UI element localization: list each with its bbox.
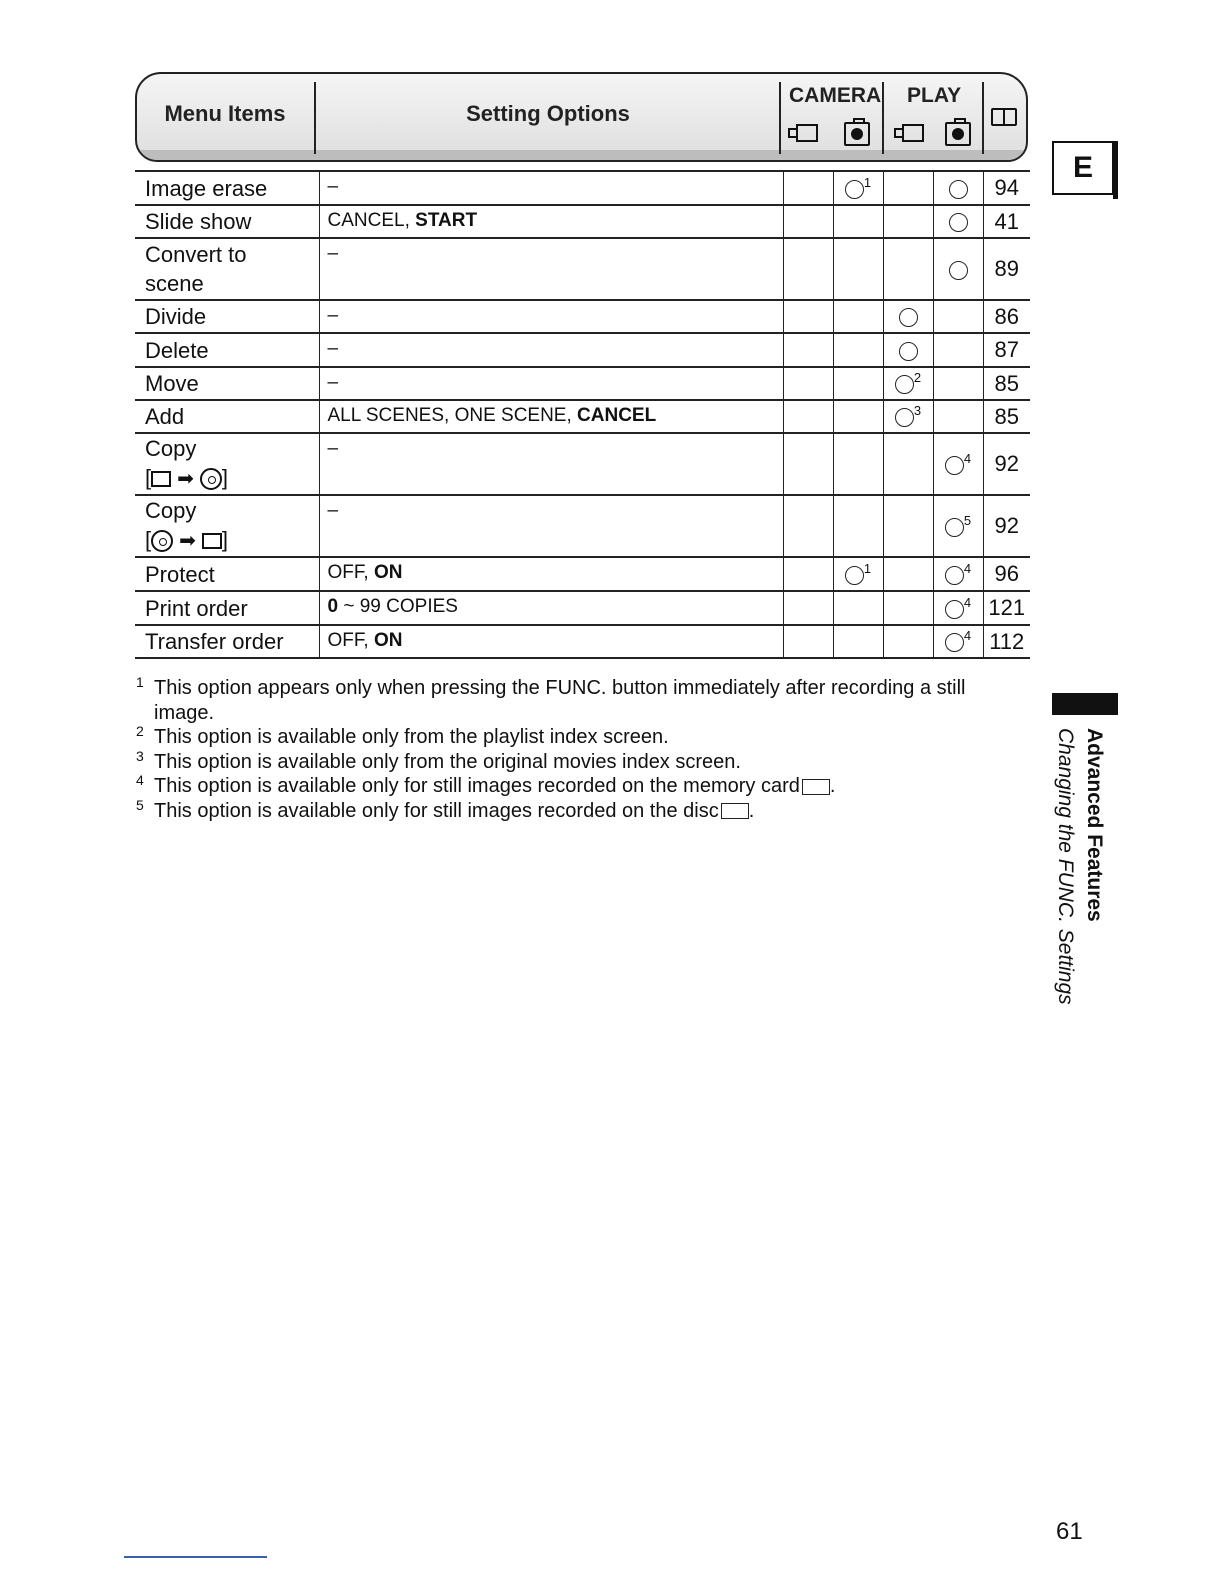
table-row xyxy=(135,591,1030,625)
card-play-icon xyxy=(802,779,830,795)
footnote-number: 3 xyxy=(136,747,144,764)
mark-cell xyxy=(783,238,833,300)
mark-cell xyxy=(833,433,883,495)
page-ref: 112 xyxy=(983,625,1030,658)
menu-item xyxy=(135,238,319,300)
page-ref: 96 xyxy=(983,557,1030,591)
mark-cell xyxy=(833,591,883,625)
header-divider xyxy=(982,82,984,154)
circle-mark-icon xyxy=(949,180,968,199)
setting-option: – xyxy=(319,300,783,333)
circle-mark-icon xyxy=(895,375,914,394)
header-divider xyxy=(882,82,884,154)
table-row xyxy=(135,367,1030,400)
menu-item: Move xyxy=(135,367,319,400)
option-text: OFF, xyxy=(327,630,369,651)
note-ref: 4 xyxy=(963,560,972,576)
mark-cell xyxy=(883,495,933,557)
page-ref: 41 xyxy=(983,205,1030,238)
footnote-text: image. xyxy=(154,701,215,724)
note-ref: 4 xyxy=(963,628,972,644)
table-row xyxy=(135,495,1030,557)
disc-icon xyxy=(151,530,173,552)
setting-option: – xyxy=(319,367,783,400)
mark-cell xyxy=(833,400,883,433)
setting-option: – xyxy=(319,171,783,205)
mark-cell xyxy=(933,625,983,658)
page-ref: 85 xyxy=(983,367,1030,400)
table-row xyxy=(135,238,1030,300)
footnote xyxy=(136,725,1036,750)
menu-item: Image erase xyxy=(135,171,319,205)
note-ref: 1 xyxy=(863,174,872,190)
circle-mark-icon xyxy=(845,566,864,585)
footnote xyxy=(136,796,1036,824)
mark-cell xyxy=(933,333,983,367)
mark-cell xyxy=(833,171,883,205)
footnote-text: This option appears only when pressing the FUNC. button immediately after recording a still xyxy=(154,677,966,699)
footnote xyxy=(136,774,1036,799)
mark-cell xyxy=(833,238,883,300)
page-ref: 86 xyxy=(983,300,1030,333)
menu-item: Add xyxy=(135,400,319,433)
header-divider xyxy=(779,82,781,154)
mark-cell xyxy=(833,495,883,557)
page-ref: 92 xyxy=(983,495,1030,557)
mark-cell xyxy=(833,557,883,591)
table-row xyxy=(135,557,1030,591)
mark-cell xyxy=(883,557,933,591)
mark-cell xyxy=(933,591,983,625)
table-row xyxy=(135,300,1030,333)
section-subtitle: Changing the FUNC. Settings xyxy=(1054,728,1077,1005)
menu-item xyxy=(135,433,319,495)
circle-mark-icon xyxy=(949,213,968,232)
circle-mark-icon xyxy=(949,261,968,280)
note-ref: 4 xyxy=(963,450,972,466)
setting-option xyxy=(319,557,783,591)
item-line xyxy=(145,463,319,494)
circle-mark-icon xyxy=(899,342,918,361)
footnote-number: 5 xyxy=(136,796,144,813)
mark-cell xyxy=(783,333,833,367)
mark-cell xyxy=(783,625,833,658)
setting-option: – xyxy=(319,333,783,367)
section-title: Advanced Features xyxy=(1083,728,1106,922)
mark-cell xyxy=(933,433,983,495)
footnote-period: . xyxy=(748,799,755,822)
func-settings-table xyxy=(135,170,1030,659)
circle-mark-icon xyxy=(945,633,964,652)
item-line: Copy xyxy=(145,436,197,461)
mark-cell xyxy=(783,557,833,591)
disc-icon xyxy=(200,468,222,490)
table-row xyxy=(135,625,1030,658)
setting-option xyxy=(319,591,783,625)
mark-cell xyxy=(883,171,933,205)
mark-cell xyxy=(883,433,933,495)
header-setting-options: Setting Options xyxy=(466,101,630,126)
menu-item xyxy=(135,495,319,557)
menu-item: Delete xyxy=(135,333,319,367)
footnote-text: This option is available only for still images recorded on the disc xyxy=(154,799,719,822)
mark-cell xyxy=(883,333,933,367)
option-default: START xyxy=(415,210,478,231)
table-row xyxy=(135,205,1030,238)
mark-cell xyxy=(783,205,833,238)
card-camera-icon xyxy=(844,122,870,146)
circle-mark-icon xyxy=(945,566,964,585)
setting-option: – xyxy=(319,495,783,557)
option-default: ON xyxy=(373,562,403,583)
setting-option xyxy=(319,400,783,433)
tape-mode-icon xyxy=(894,124,924,144)
mark-cell xyxy=(933,400,983,433)
table-row xyxy=(135,433,1030,495)
item-line: scene xyxy=(145,271,204,296)
table-row xyxy=(135,400,1030,433)
mark-cell xyxy=(783,400,833,433)
page-ref: 121 xyxy=(983,591,1030,625)
header-camera: CAMERA xyxy=(789,84,882,107)
mark-cell xyxy=(933,495,983,557)
mark-cell xyxy=(783,433,833,495)
note-ref: 5 xyxy=(963,512,972,528)
bottom-rule xyxy=(124,1556,267,1558)
mark-cell xyxy=(783,367,833,400)
mark-cell xyxy=(883,238,933,300)
item-line: Convert to xyxy=(145,242,247,267)
card-icon xyxy=(202,533,222,549)
page-number: 61 xyxy=(1056,1518,1083,1545)
note-ref: 2 xyxy=(913,370,922,386)
mark-cell xyxy=(933,367,983,400)
mark-cell xyxy=(933,557,983,591)
page-ref: 92 xyxy=(983,433,1030,495)
header-play: PLAY xyxy=(907,84,962,107)
mark-cell xyxy=(883,591,933,625)
table-row xyxy=(135,333,1030,367)
option-text: ~ 99 COPIES xyxy=(343,596,458,617)
mark-cell xyxy=(833,205,883,238)
page-ref: 87 xyxy=(983,333,1030,367)
bracket: [ xyxy=(145,465,152,490)
footnote-number: 1 xyxy=(136,674,144,690)
footnote-number: 2 xyxy=(136,723,144,739)
footnote-text: This option is available only from the playlist index screen. xyxy=(154,726,669,748)
footnote-text: This option is available only from the original movies index screen. xyxy=(154,750,741,773)
mark-cell xyxy=(783,495,833,557)
option-text: ALL SCENES, ONE SCENE, xyxy=(327,405,572,426)
header-divider xyxy=(314,82,316,154)
mark-cell xyxy=(883,400,933,433)
mark-cell xyxy=(833,367,883,400)
option-default: ON xyxy=(373,630,403,651)
card-icon xyxy=(151,471,171,487)
tape-mode-icon xyxy=(788,124,818,144)
book-icon xyxy=(991,108,1017,126)
mark-cell xyxy=(933,238,983,300)
mark-cell xyxy=(833,300,883,333)
footnote xyxy=(136,747,1036,775)
circle-mark-icon xyxy=(945,600,964,619)
footnote-number: 4 xyxy=(136,772,144,788)
menu-item: Protect xyxy=(135,557,319,591)
setting-option: – xyxy=(319,433,783,495)
option-default: 0 xyxy=(327,596,339,617)
option-text: CANCEL, xyxy=(327,210,410,231)
circle-mark-icon xyxy=(945,456,964,475)
footnote xyxy=(136,676,1036,725)
page-ref: 94 xyxy=(983,171,1030,205)
mark-cell xyxy=(783,300,833,333)
table-row xyxy=(135,171,1030,205)
mark-cell xyxy=(883,205,933,238)
note-ref: 1 xyxy=(863,560,872,576)
setting-option xyxy=(319,625,783,658)
circle-mark-icon xyxy=(945,518,964,537)
mark-cell xyxy=(883,367,933,400)
mark-cell xyxy=(933,300,983,333)
menu-item: Slide show xyxy=(135,205,319,238)
mark-cell xyxy=(933,205,983,238)
mark-cell xyxy=(783,591,833,625)
note-ref: 3 xyxy=(913,403,922,419)
section-marker xyxy=(1052,693,1118,715)
option-default: CANCEL xyxy=(577,405,657,426)
page-ref: 89 xyxy=(983,238,1030,300)
setting-option xyxy=(319,205,783,238)
circle-mark-icon xyxy=(845,180,864,199)
header-menu-items: Menu Items xyxy=(164,101,286,126)
footnote-period: . xyxy=(829,775,836,797)
setting-option: – xyxy=(319,238,783,300)
arrow-icon: ➡ xyxy=(177,468,194,490)
language-tab: E xyxy=(1052,141,1114,195)
item-line: Copy xyxy=(145,498,197,523)
option-text: OFF, xyxy=(327,562,369,583)
page-ref: 85 xyxy=(983,400,1030,433)
disc-play-icon xyxy=(721,803,749,819)
item-line xyxy=(145,525,319,556)
mark-cell xyxy=(883,300,933,333)
circle-mark-icon xyxy=(899,308,918,327)
card-camera-icon xyxy=(945,122,971,146)
bracket: ] xyxy=(221,527,229,552)
circle-mark-icon xyxy=(895,408,914,427)
footnotes xyxy=(136,676,1036,823)
menu-item: Print order xyxy=(135,591,319,625)
footnote-text: This option is available only for still images recorded on the memory card xyxy=(154,775,800,797)
mark-cell xyxy=(833,625,883,658)
mark-cell xyxy=(783,171,833,205)
mark-cell xyxy=(933,171,983,205)
mark-cell xyxy=(833,333,883,367)
menu-item: Transfer order xyxy=(135,625,319,658)
menu-item: Divide xyxy=(135,300,319,333)
note-ref: 4 xyxy=(963,594,972,610)
arrow-icon: ➡ xyxy=(179,530,196,552)
mark-cell xyxy=(883,625,933,658)
table-header xyxy=(135,72,1028,162)
bracket: ] xyxy=(221,465,229,490)
bracket: [ xyxy=(145,527,152,552)
